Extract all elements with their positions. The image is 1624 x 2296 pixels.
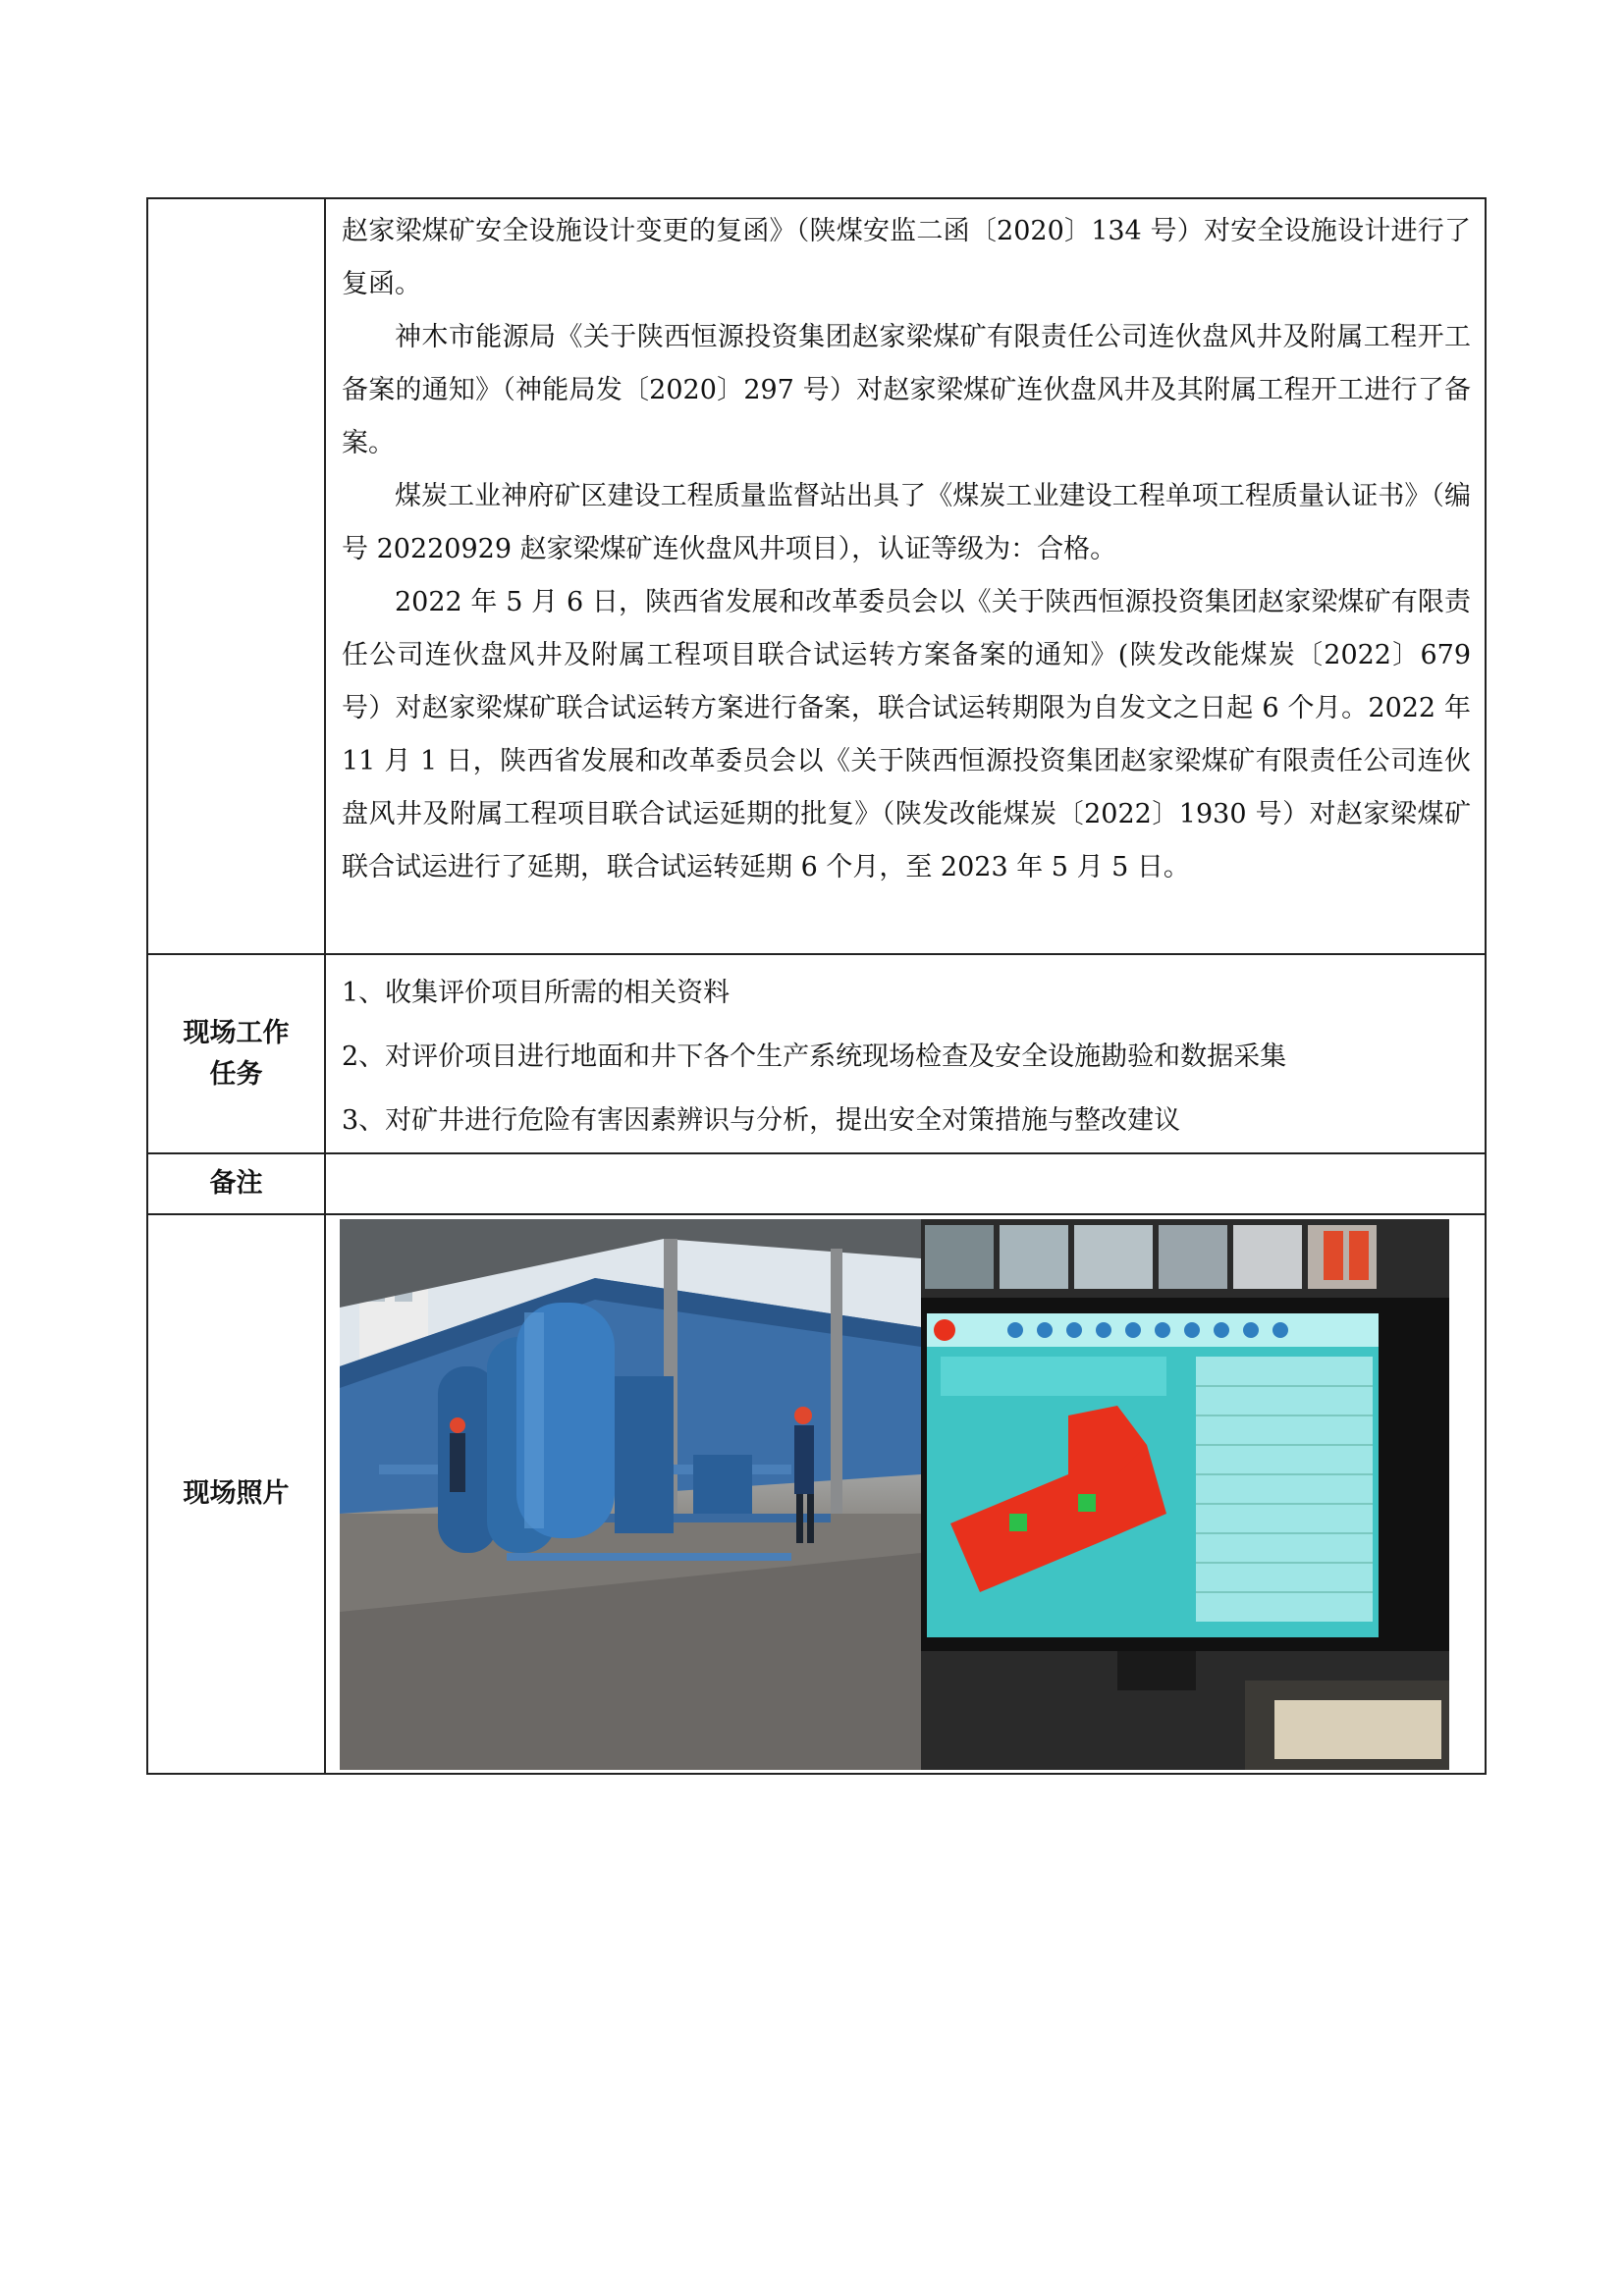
- task-content-cell: [325, 954, 1486, 1153]
- site-photo-monitor: [921, 1219, 1449, 1770]
- tanks-photo-illustration: [340, 1219, 921, 1770]
- paragraph-3: 煤炭工业神府矿区建设工程质量监督站出具了《煤炭工业建设工程单项工程质量认证书》（编号 20220929 赵家梁煤矿连伙盘风井项目），认证等级为：合格。: [342, 481, 1471, 564]
- task-item-3: 3、对矿井进行危险有害因素辨识与分析，提出安全对策措施与整改建议: [342, 1105, 1181, 1136]
- task-label-cell: [147, 954, 325, 1153]
- history-content-cell: [325, 198, 1486, 954]
- paragraph-1: 赵家梁煤矿安全设施设计变更的复函》（陕煤安监二函〔2020〕134 号）对安全设施设计进行了复函。: [342, 216, 1471, 299]
- photo-label: 现场照片: [147, 1214, 325, 1774]
- task-list: [342, 955, 1471, 1152]
- paragraph-2: 神木市能源局《关于陕西恒源投资集团赵家梁煤矿有限责任公司连伙盘风井及附属工程开工备案的通知》（神能局发〔2020〕297 号）对赵家梁煤矿连伙盘风井及其附属工程开工进行了备案。: [342, 322, 1471, 458]
- note-value: [325, 1153, 1486, 1214]
- paragraph-4: 2022 年 5 月 6 日，陕西省发展和改革委员会以《关于陕西恒源投资集团赵家梁煤矿有限责任公司连伙盘风井及附属工程项目联合试运转方案备案的通知》(陕发改能煤炭〔2022〕679 号）对赵家梁煤矿联合试运转方案进行备案，联合试运转期限为自发文之日起 6 个月。2022 年 11 月 1 日，陕西省发展和改革委员会以《关于陕西恒源投资集团赵家梁煤矿有限责任公司连伙盘风井及附属工程项目联合试运延期的批复》（陕发改能煤炭〔2022〕1930 号）对赵家梁煤矿联合试运进行了延期，联合试运转延期 6 个月，至 2023 年 5 月 5 日。: [342, 587, 1471, 882]
- monitor-photo-illustration: [921, 1219, 1449, 1770]
- task-row: [147, 954, 1486, 1153]
- photo-strip: [340, 1219, 1449, 1770]
- task-label-line2: 任务: [209, 1058, 263, 1090]
- info-table: [146, 197, 1487, 1775]
- note-row: [147, 1153, 1486, 1214]
- task-label-line1: 现场工作: [183, 1017, 290, 1048]
- task-item-1: 1、收集评价项目所需的相关资料: [342, 978, 731, 1008]
- note-label: 备注: [147, 1153, 325, 1214]
- photo-cell: [325, 1214, 1486, 1774]
- history-label-cell: [147, 198, 325, 954]
- history-row: [147, 198, 1486, 954]
- site-photo-tanks: [340, 1219, 921, 1770]
- photo-row: [147, 1214, 1486, 1774]
- task-item-2: 2、对评价项目进行地面和井下各个生产系统现场检查及安全设施勘验和数据采集: [342, 1041, 1287, 1072]
